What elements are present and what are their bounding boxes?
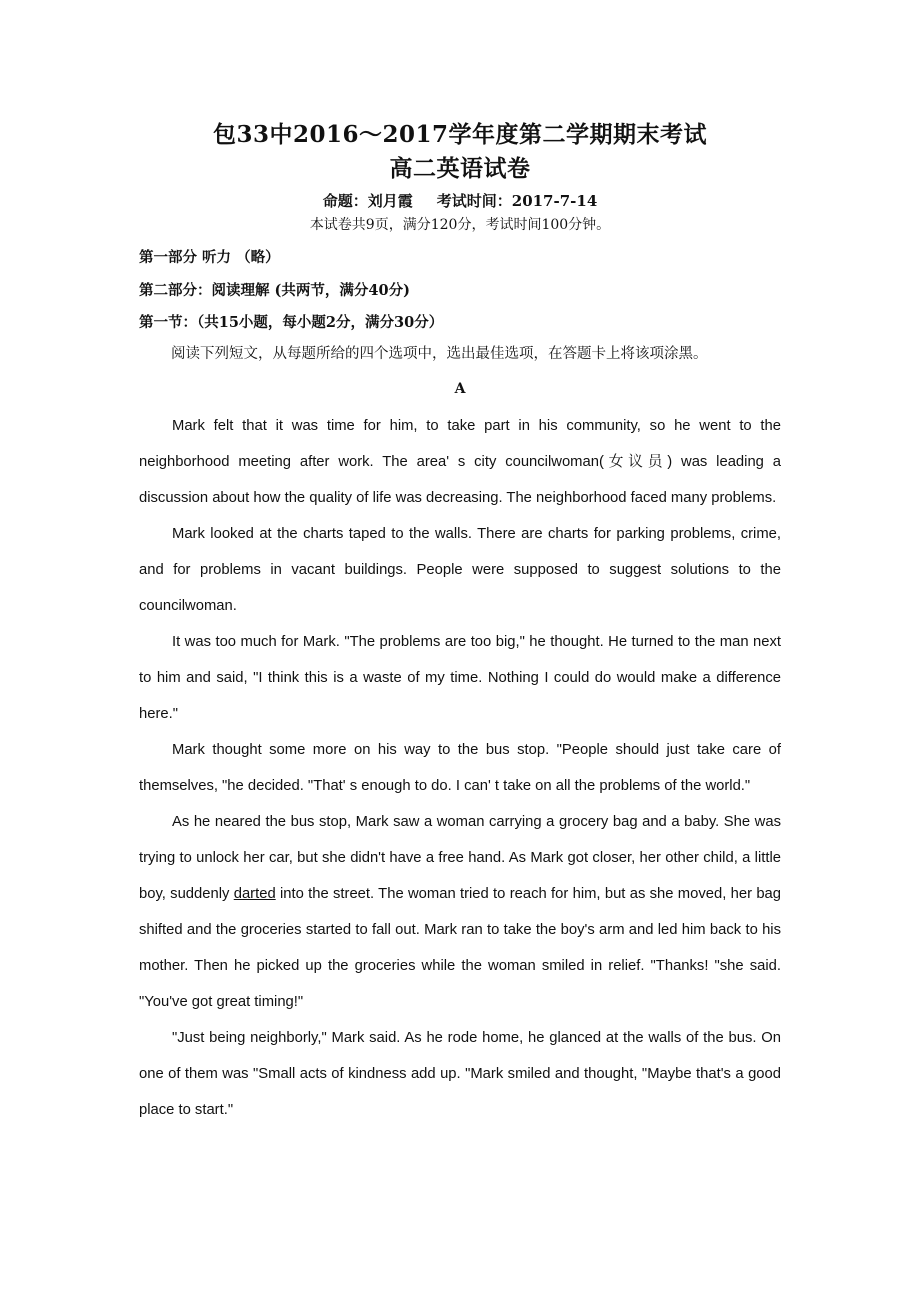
section1-heading: 第一节：（共15小题，每小题2分，满分30分） — [139, 314, 444, 331]
exam-subtitle: 高二英语试卷 — [389, 155, 531, 182]
exam-meta — [0, 190, 920, 211]
author-line: 命题：刘月霞 — [322, 192, 413, 210]
paragraph-5 — [139, 804, 781, 1020]
paragraph-2: Mark looked at the charts taped to the walls. There are charts for parking problems, crime, and for problems in vacant buildings. People were supposed to suggest solutions to the councilwoman. — [139, 526, 781, 614]
part1-heading — [139, 246, 280, 267]
paragraph-1: Mark felt that it was time for him, to take part in his community, so he went to the neighborhood meeting after work. The area' s city councilwoman(女议员) was leading a discussion about how the quality of life was decreasing. The neighborhood faced many problems. — [139, 418, 781, 506]
part1-text: 第一部分 听力 （略） — [139, 249, 280, 266]
part2-heading: 第二部分：阅读理解 (共两节，满分40分) — [139, 282, 410, 299]
paragraph-6: "Just being neighborly," Mark said. As he rode home, he glanced at the walls of the bus. On one of them was "Small acts of kindness add up. "Mark smiled and thought, "Maybe that's a good place to start." — [139, 1030, 781, 1118]
exam-date: 考试时间：2017-7-14 — [436, 192, 598, 210]
passage-label: A — [454, 381, 466, 397]
exam-note: 本试卷共9页，满分120分，考试时间100分钟。 — [309, 217, 611, 233]
underlined-word: darted — [233, 886, 276, 902]
instruction-text: 阅读下列短文，从每题所给的四个选项中，选出最佳选项，在答题卡上将该项涂黑。 — [171, 346, 708, 362]
passage-a — [139, 408, 781, 1128]
paragraph-4: Mark thought some more on his way to the bus stop. "People should just take care of themselves, "he decided. "That' s enough to do. I can' t take on all the problems of the world." — [139, 742, 781, 794]
exam-title: 包33中2016～2017学年度第二学期期末考试 — [212, 121, 708, 148]
paragraph-3: It was too much for Mark. "The problems are too big," he thought. He turned to the man next to him and said, "I think this is a waste of my time. Nothing I could do would make a difference here." — [139, 634, 781, 722]
paragraph-5-end: into the street. The woman tried to reach for him, but as she moved, her bag shifted and the groceries started to fall out. Mark ran to take the boy's arm and led him back to his mother. Then he picked up the groceries while the woman smiled in relief. "Thanks! "she said. "You've got great timing!" — [139, 886, 782, 1010]
paragraph-5-start: As he neared the bus stop, Mark saw a woman carrying a grocery bag and a baby. She was trying to unlock her car, but she didn't have a free hand. As Mark got closer, her other child, a little boy, suddenly — [139, 814, 781, 902]
